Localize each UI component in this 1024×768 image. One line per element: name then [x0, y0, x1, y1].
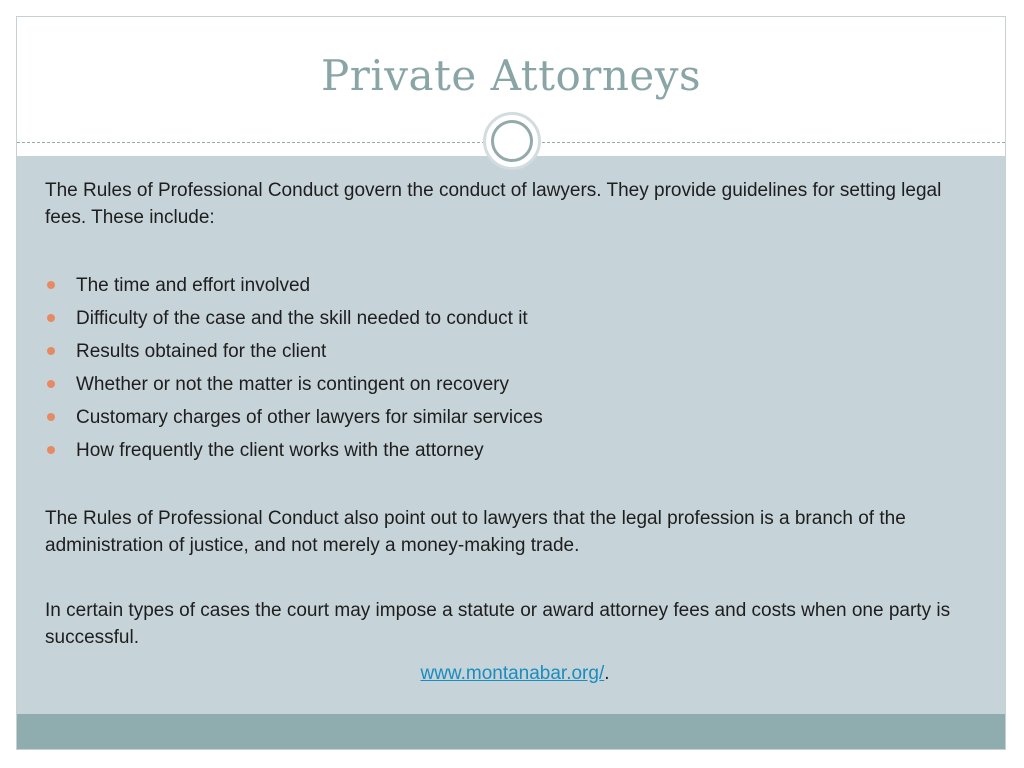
list-item — [45, 302, 985, 335]
slide-content — [45, 177, 985, 687]
list-item — [45, 401, 985, 434]
bullet-dot-icon — [47, 413, 55, 421]
slide — [16, 16, 1006, 750]
fee-factors-list — [45, 269, 985, 467]
list-item — [45, 335, 985, 368]
list-item-text: Whether or not the matter is contingent on recovery — [76, 374, 509, 395]
list-item-text: How frequently the client works with the attorney — [76, 440, 484, 461]
source-link[interactable]: www.montanabar.org/ — [420, 663, 605, 684]
bullet-dot-icon — [47, 446, 55, 454]
bullet-dot-icon — [47, 281, 55, 289]
bullet-dot-icon — [47, 380, 55, 388]
list-item — [45, 434, 985, 467]
circle-ornament-icon — [483, 112, 541, 170]
list-item-text: Difficulty of the case and the skill needed to conduct it — [76, 308, 528, 329]
slide-title: Private Attorneys — [320, 51, 702, 100]
list-item — [45, 368, 985, 401]
list-item-text: Results obtained for the client — [76, 341, 327, 362]
professional-conduct-paragraph: The Rules of Professional Conduct also point out to lawyers that the legal profession is a branch of the administration of justice, and not merely a money-making trade. — [45, 508, 906, 556]
bullet-dot-icon — [47, 314, 55, 322]
attorney-fees-paragraph: In certain types of cases the court may impose a statute or award attorney fees and costs when one party is successful. — [45, 600, 951, 648]
source-line — [45, 661, 985, 687]
bullet-dot-icon — [47, 347, 55, 355]
list-item-text: The time and effort involved — [76, 275, 311, 296]
footer-band — [17, 714, 1005, 749]
intro-paragraph: The Rules of Professional Conduct govern the conduct of lawyers. They provide guidelines for setting legal fees. These include: — [45, 180, 942, 228]
source-suffix: . — [604, 663, 610, 684]
list-item — [45, 269, 985, 302]
list-item-text: Customary charges of other lawyers for similar services — [76, 407, 543, 428]
